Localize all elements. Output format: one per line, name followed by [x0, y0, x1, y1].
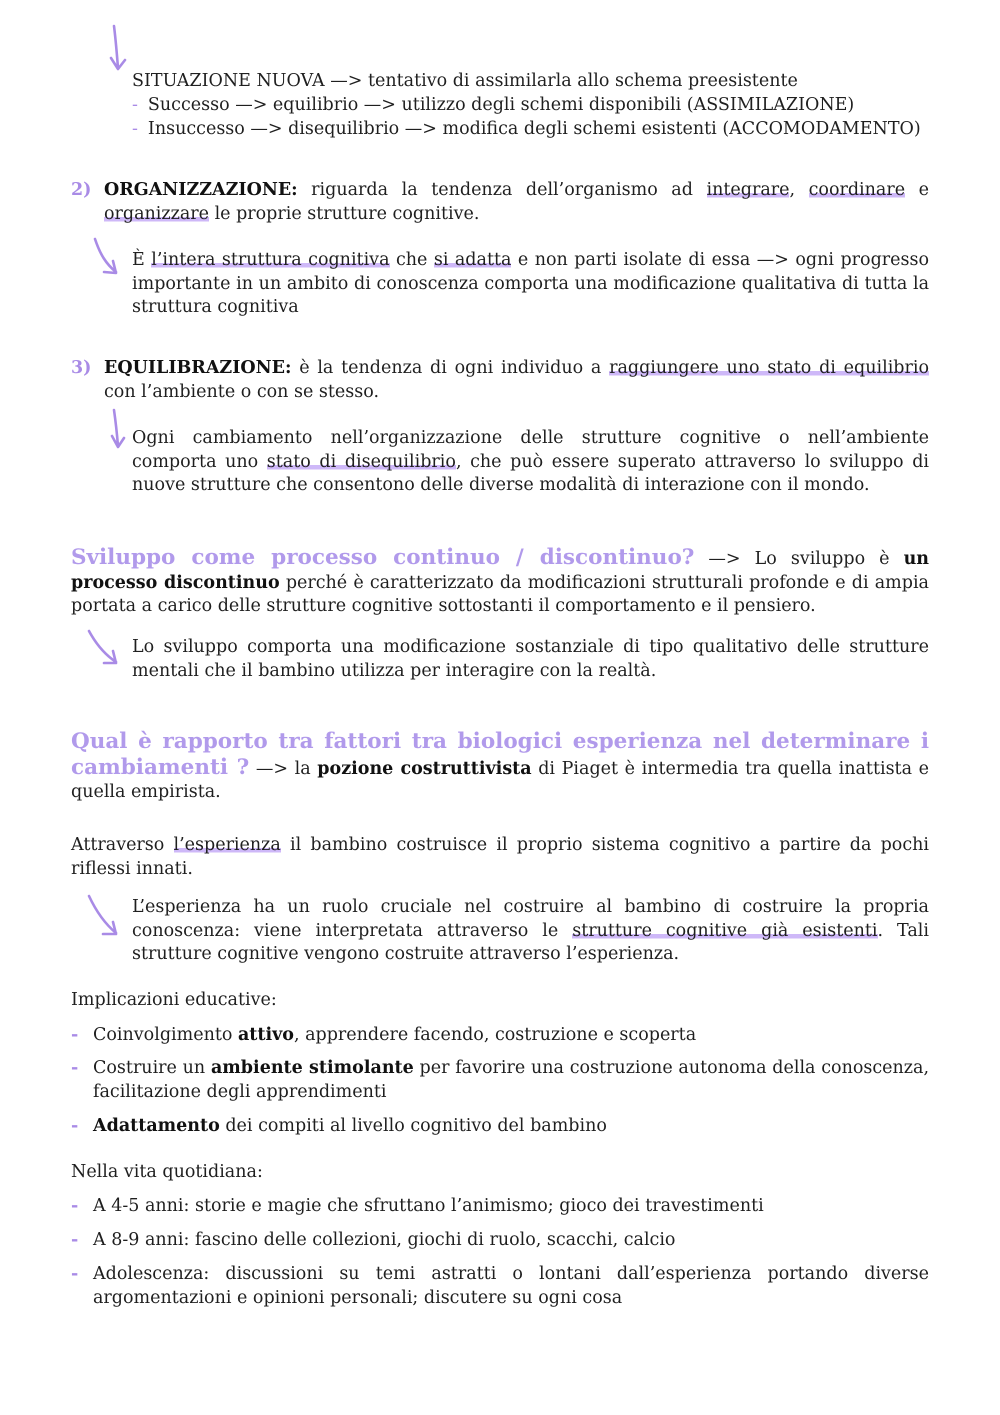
dash-marker: - — [71, 1264, 79, 1284]
text-run: le proprie strutture cognitive. — [209, 203, 480, 224]
list-item-text: A 8-9 anni: fascino delle collezioni, giochi di ruolo, scacchi, calcio — [93, 1230, 676, 1250]
equilibrazione-paragraph — [104, 357, 929, 404]
bold-run: pozione costruttivista — [317, 758, 532, 779]
list-item-text: Adolescenza: discussioni su temi astratti o lontani dall’esperienza portando diverse argomentazioni e opinioni personali; discutere su ogni cosa — [93, 1264, 929, 1308]
list-item-text: A 4-5 anni: storie e magie che sfruttano l’animismo; gioco dei travestimenti — [93, 1196, 764, 1216]
organizzazione-note — [132, 249, 929, 320]
highlight: stato di disequilibrio — [266, 451, 456, 472]
sviluppo-paragraph — [71, 546, 929, 619]
curved-arrow-icon — [86, 628, 122, 668]
implicazioni-title: Implicazioni educative: — [71, 990, 277, 1010]
list-item — [71, 1263, 929, 1310]
dash-marker: - — [132, 119, 138, 139]
term-label: EQUILIBRAZIONE: — [104, 358, 292, 378]
esperienza-paragraph — [71, 834, 929, 881]
text-run: Costruire un — [93, 1058, 211, 1078]
text-run: , che può essere superato attraverso lo sviluppo di nuove strutture che consentono delle diverse modalità di interazione con il mondo. — [132, 451, 929, 495]
dash-marker: - — [132, 95, 138, 115]
highlight: strutture cognitive già esistenti — [572, 920, 878, 941]
text-run: perché è caratterizzato da modificazioni strutturali profonde e di ampia portata a carico delle strutture cognitive sottostanti il comportamento e il pensiero. — [71, 572, 929, 616]
text-run: L’esperienza ha un ruolo cruciale nel costruire al bambino di costruire la propria conoscenza: viene interpretata attraverso le — [132, 897, 929, 941]
text-run: . Tali strutture cognitive vengono costruite attraverso l’esperienza. — [132, 920, 929, 964]
organizzazione-paragraph — [104, 179, 929, 226]
highlight: raggiungere uno stato di equilibrio — [609, 358, 929, 378]
intro-sub-item — [132, 118, 932, 142]
bold-run: attivo — [237, 1025, 294, 1045]
list-item — [71, 1195, 929, 1219]
section-heading: Qual è rapporto tra fattori tra biologici esperienza nel determinare i cambiamenti ? — [71, 729, 929, 780]
bold-run: ambiente stimolante — [210, 1058, 414, 1078]
highlight: organizzare — [104, 203, 209, 224]
bold-run: un processo discontinuo — [71, 549, 930, 593]
text-run: , — [789, 180, 809, 200]
highlight: l’intera struttura cognitiva — [151, 250, 390, 270]
rapporto-paragraph — [71, 730, 929, 805]
sub-item-text: Successo —> equilibrio —> utilizzo degli schemi disponibili (ASSIMILAZIONE) — [147, 95, 855, 115]
down-arrow-icon — [108, 24, 128, 74]
text-run: , apprendere facendo, costruzione e scoperta — [293, 1025, 697, 1045]
highlight: si adatta — [433, 250, 512, 270]
text-run: —> la — [249, 758, 318, 779]
dash-marker: - — [71, 1116, 79, 1136]
sub-item-text: Insuccesso —> disequilibrio —> modifica degli schemi esistenti (ACCOMODAMENTO) — [147, 119, 921, 139]
text-run: con l’ambiente o con se stesso. — [104, 381, 380, 402]
text-run: riguarda la tendenza dell’organismo ad — [297, 180, 707, 200]
term-label: ORGANIZZAZIONE: — [104, 180, 298, 200]
curved-arrow-icon — [92, 236, 122, 278]
text-run: e — [905, 180, 929, 200]
sviluppo-note: Lo sviluppo comporta una modificazione sostanziale di tipo qualitativo delle strutture mentali che il bambino utilizza per interagire con la realtà. — [132, 637, 929, 681]
list-item — [71, 1024, 929, 1048]
text-run: dei compiti al livello cognitivo del bambino — [219, 1116, 607, 1136]
text-run: Attraverso — [71, 835, 174, 855]
text-run: per favorire una costruzione autonoma della conoscenza, facilitazione degli apprendimenti — [93, 1058, 930, 1102]
section-number: 3) — [71, 358, 92, 378]
section-heading: Sviluppo come processo continuo / discontinuo? — [71, 545, 695, 570]
text-run: Coinvolgimento — [93, 1025, 238, 1045]
text-run: —> Lo sviluppo è — [694, 549, 904, 569]
list-item — [71, 1229, 929, 1253]
text-run: il bambino costruisce il proprio sistema cognitivo a partire da pochi riflessi innati. — [71, 835, 929, 879]
bold-run: Adattamento — [93, 1116, 220, 1136]
text-run: che — [389, 250, 434, 270]
highlight: coordinare — [808, 180, 906, 200]
equilibrazione-note — [132, 427, 929, 498]
text-run: Ogni cambiamento nell’organizzazione delle strutture cognitive o nell’ambiente comporta uno — [132, 428, 929, 472]
dash-marker: - — [71, 1196, 79, 1216]
intro-sub-item — [132, 94, 932, 118]
intro-line: SITUAZIONE NUOVA —> tentativo di assimilarla allo schema preesistente — [132, 71, 798, 91]
dash-marker: - — [71, 1025, 79, 1045]
list-item — [71, 1115, 929, 1139]
list-item — [71, 1057, 929, 1104]
down-arrow-icon — [108, 408, 128, 450]
vita-title: Nella vita quotidiana: — [71, 1162, 263, 1182]
highlight: integrare — [706, 180, 790, 200]
text-run: e non parti isolate di essa —> ogni progresso importante in un ambito di conoscenza comporta una modificazione qualitativa di tutta la struttura cognitiva — [132, 250, 929, 317]
curved-arrow-icon — [86, 893, 122, 941]
text-run: È — [132, 250, 152, 270]
text-run: di Piaget è intermedia tra quella inattista e quella empirista. — [71, 758, 929, 802]
dash-marker: - — [71, 1058, 79, 1078]
esperienza-note — [132, 896, 929, 967]
text-run: è la tendenza di ogni individuo a — [291, 358, 610, 378]
dash-marker: - — [71, 1230, 79, 1250]
highlight: l’esperienza — [173, 835, 281, 855]
section-number: 2) — [71, 180, 92, 200]
